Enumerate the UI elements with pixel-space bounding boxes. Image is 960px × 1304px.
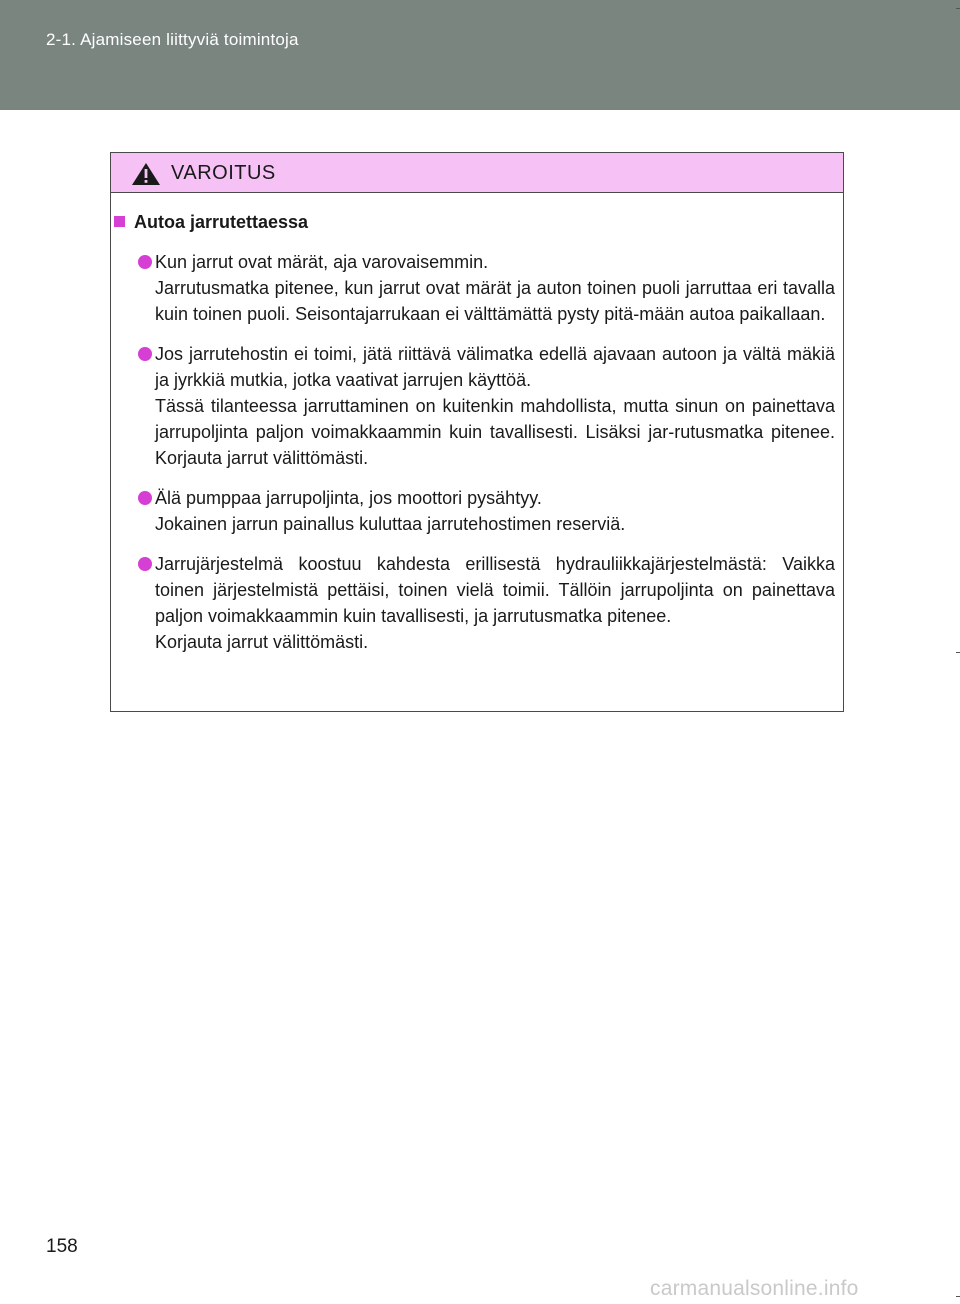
crop-mark — [956, 8, 960, 9]
item-rest: Korjauta jarrut välittömästi. — [155, 632, 369, 652]
item-first: Älä pumppaa jarrupoljinta, jos moottori pysähtyy. — [155, 488, 542, 508]
section-title: 2-1. Ajamiseen liittyviä toimintoja — [46, 30, 299, 49]
warning-header — [111, 153, 843, 193]
header-band — [0, 0, 960, 110]
warning-triangle-icon — [131, 162, 161, 186]
list-item — [111, 249, 843, 327]
bullet-dot-icon — [138, 491, 152, 505]
watermark: carmanualsonline.info — [650, 1277, 859, 1300]
crop-mark — [956, 1296, 960, 1297]
bullet-dot-icon — [138, 255, 152, 269]
list-item — [111, 485, 843, 537]
page-number: 158 — [46, 1236, 78, 1257]
square-bullet-icon — [114, 216, 125, 227]
crop-mark — [956, 652, 960, 653]
bullet-dot-icon — [138, 557, 152, 571]
subheading — [114, 209, 308, 235]
item-rest: Jarrutusmatka pitenee, kun jarrut ovat märät ja auton toinen puoli jarruttaa eri tavalla kuin toinen puoli. Seisontajarrukaan ei välttämättä pysty pitä-mään autoa paikallaan. — [155, 278, 835, 324]
item-first: Jos jarrutehostin ei toimi, jätä riittävä välimatka edellä ajavaan autoon ja vältä mäkiä ja jyrkkiä mutkia, jotka vaativat jarrujen käyttöä. — [155, 344, 835, 390]
warning-box — [110, 152, 844, 712]
item-first: Kun jarrut ovat märät, aja varovaisemmin. — [155, 252, 489, 272]
list-item — [111, 341, 843, 471]
bullet-dot-icon — [138, 347, 152, 361]
warning-items — [111, 249, 843, 669]
item-rest: Tässä tilanteessa jarruttaminen on kuitenkin mahdollista, mutta sinun on painettava jarrupoljinta paljon voimakkaammin kuin tavallisesti. Lisäksi jar-rutusmatka pitenee. Korjauta jarrut välittömästi. — [155, 396, 835, 468]
item-rest: Jokainen jarrun painallus kuluttaa jarrutehostimen reserviä. — [155, 514, 626, 534]
item-first: Jarrujärjestelmä koostuu kahdesta erillisestä hydrauliikkajärjestelmästä: Vaikka toinen järjestelmistä pettäisi, toinen vielä toimii. Tällöin jarrupoljinta on painettava paljon voimakkaammin kuin tavallisesti, ja jarrutusmatka pitenee. — [155, 554, 835, 626]
subheading-text: Autoa jarrutettaessa — [134, 212, 309, 232]
list-item — [111, 551, 843, 655]
warning-title: VAROITUS — [171, 162, 276, 184]
